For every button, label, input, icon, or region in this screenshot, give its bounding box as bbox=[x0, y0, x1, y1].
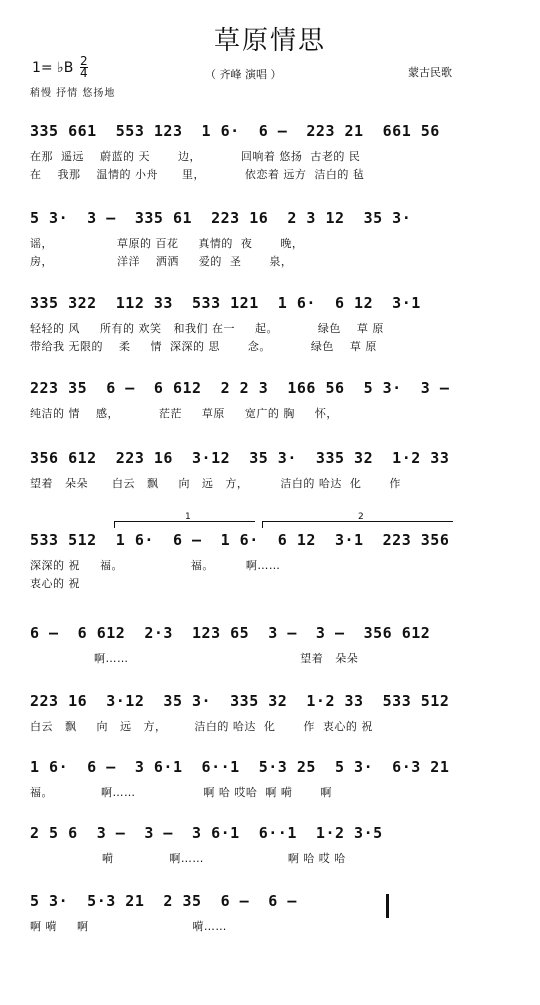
song-title: 草原情思 bbox=[213, 26, 326, 56]
notes-line: 1 6· 6 – 3 6·1 6··1 5·3 25 5 3· 6·3 21 bbox=[30, 758, 450, 776]
meter-bottom: 4 bbox=[80, 66, 88, 80]
key-signature: 1= ♭B bbox=[32, 60, 74, 76]
notes-line: 533 512 1 6· 6 – 1 6· 6 12 3·1 223 356 bbox=[30, 531, 450, 549]
notes-line: 335 661 553 123 1 6· 6 – 223 21 661 56 bbox=[30, 122, 440, 140]
lyrics-line-2: 在 我那 温情的 小舟 里， 依恋着 远方 洁白的 毡 bbox=[30, 168, 365, 181]
lyrics-line-2: 带给我 无限的 柔 情 深深的 思 念。 绿色 草 原 bbox=[30, 340, 377, 353]
time-signature bbox=[80, 56, 88, 79]
lyrics-line-1: 在那 遥远 蔚蓝的 天 边， 回响着 悠扬 古老的 民 bbox=[30, 150, 361, 163]
genre-credit: 蒙古民歌 bbox=[408, 66, 452, 79]
notes-line: 223 16 3·12 35 3· 335 32 1·2 33 533 512 bbox=[30, 692, 450, 710]
notes-line: 5 3· 5·3 21 2 35 6 – 6 – bbox=[30, 892, 297, 910]
lyrics-line-1: 福。 啊…… 啊 哈 哎哈 啊 嗬 啊 bbox=[30, 786, 332, 799]
meter-top: 2 bbox=[80, 54, 88, 68]
lyrics-line-1: 嗬 啊…… 啊 哈 哎 哈 bbox=[30, 852, 346, 865]
lyrics-line-2: 房， 洋洋 洒洒 爱的 圣 泉， bbox=[30, 255, 293, 268]
lyrics-line-1: 谣， 草原的 百花 真情的 夜 晚， bbox=[30, 237, 304, 250]
notes-line: 335 322 112 33 533 121 1 6· 6 12 3·1 bbox=[30, 294, 421, 312]
lyrics-line-1: 啊…… 望着 朵朵 bbox=[30, 652, 359, 665]
notes-line: 223 35 6 – 6 612 2 2 3 166 56 5 3· 3 – bbox=[30, 379, 450, 397]
lyrics-line-1: 纯洁的 情 感， 茫茫 草原 宽广的 胸 怀， bbox=[30, 407, 338, 420]
lyrics-line-1: 白云 飘 向 远 方， 洁白的 哈达 化 作 衷心的 祝 bbox=[30, 720, 373, 733]
tempo-marking: 稍慢 抒情 悠扬地 bbox=[30, 88, 116, 99]
final-barline bbox=[386, 894, 389, 918]
volta-2: 2 bbox=[262, 521, 453, 528]
singer-credit: （ 齐峰 演唱 ） bbox=[205, 68, 282, 81]
notes-line: 356 612 223 16 3·12 35 3· 335 32 1·2 33 bbox=[30, 449, 450, 467]
volta-1: 1 bbox=[114, 521, 255, 528]
lyrics-line-1: 轻轻的 风 所有的 欢笑 和我们 在一 起。 绿色 草 原 bbox=[30, 322, 384, 335]
lyrics-line-1: 望着 朵朵 白云 飘 向 远 方， 洁白的 哈达 化 作 bbox=[30, 477, 401, 490]
notes-line: 6 – 6 612 2·3 123 65 3 – 3 – 356 612 bbox=[30, 624, 431, 642]
lyrics-line-1: 啊 嗬 啊 嗬…… bbox=[30, 920, 227, 933]
notes-line: 2 5 6 3 – 3 – 3 6·1 6··1 1·2 3·5 bbox=[30, 824, 383, 842]
lyrics-line-1: 深深的 祝 福。 福。 啊…… bbox=[30, 559, 281, 572]
notes-line: 5 3· 3 – 335 61 223 16 2 3 12 35 3· bbox=[30, 209, 412, 227]
lyrics-line-2: 衷心的 祝 bbox=[30, 577, 80, 590]
